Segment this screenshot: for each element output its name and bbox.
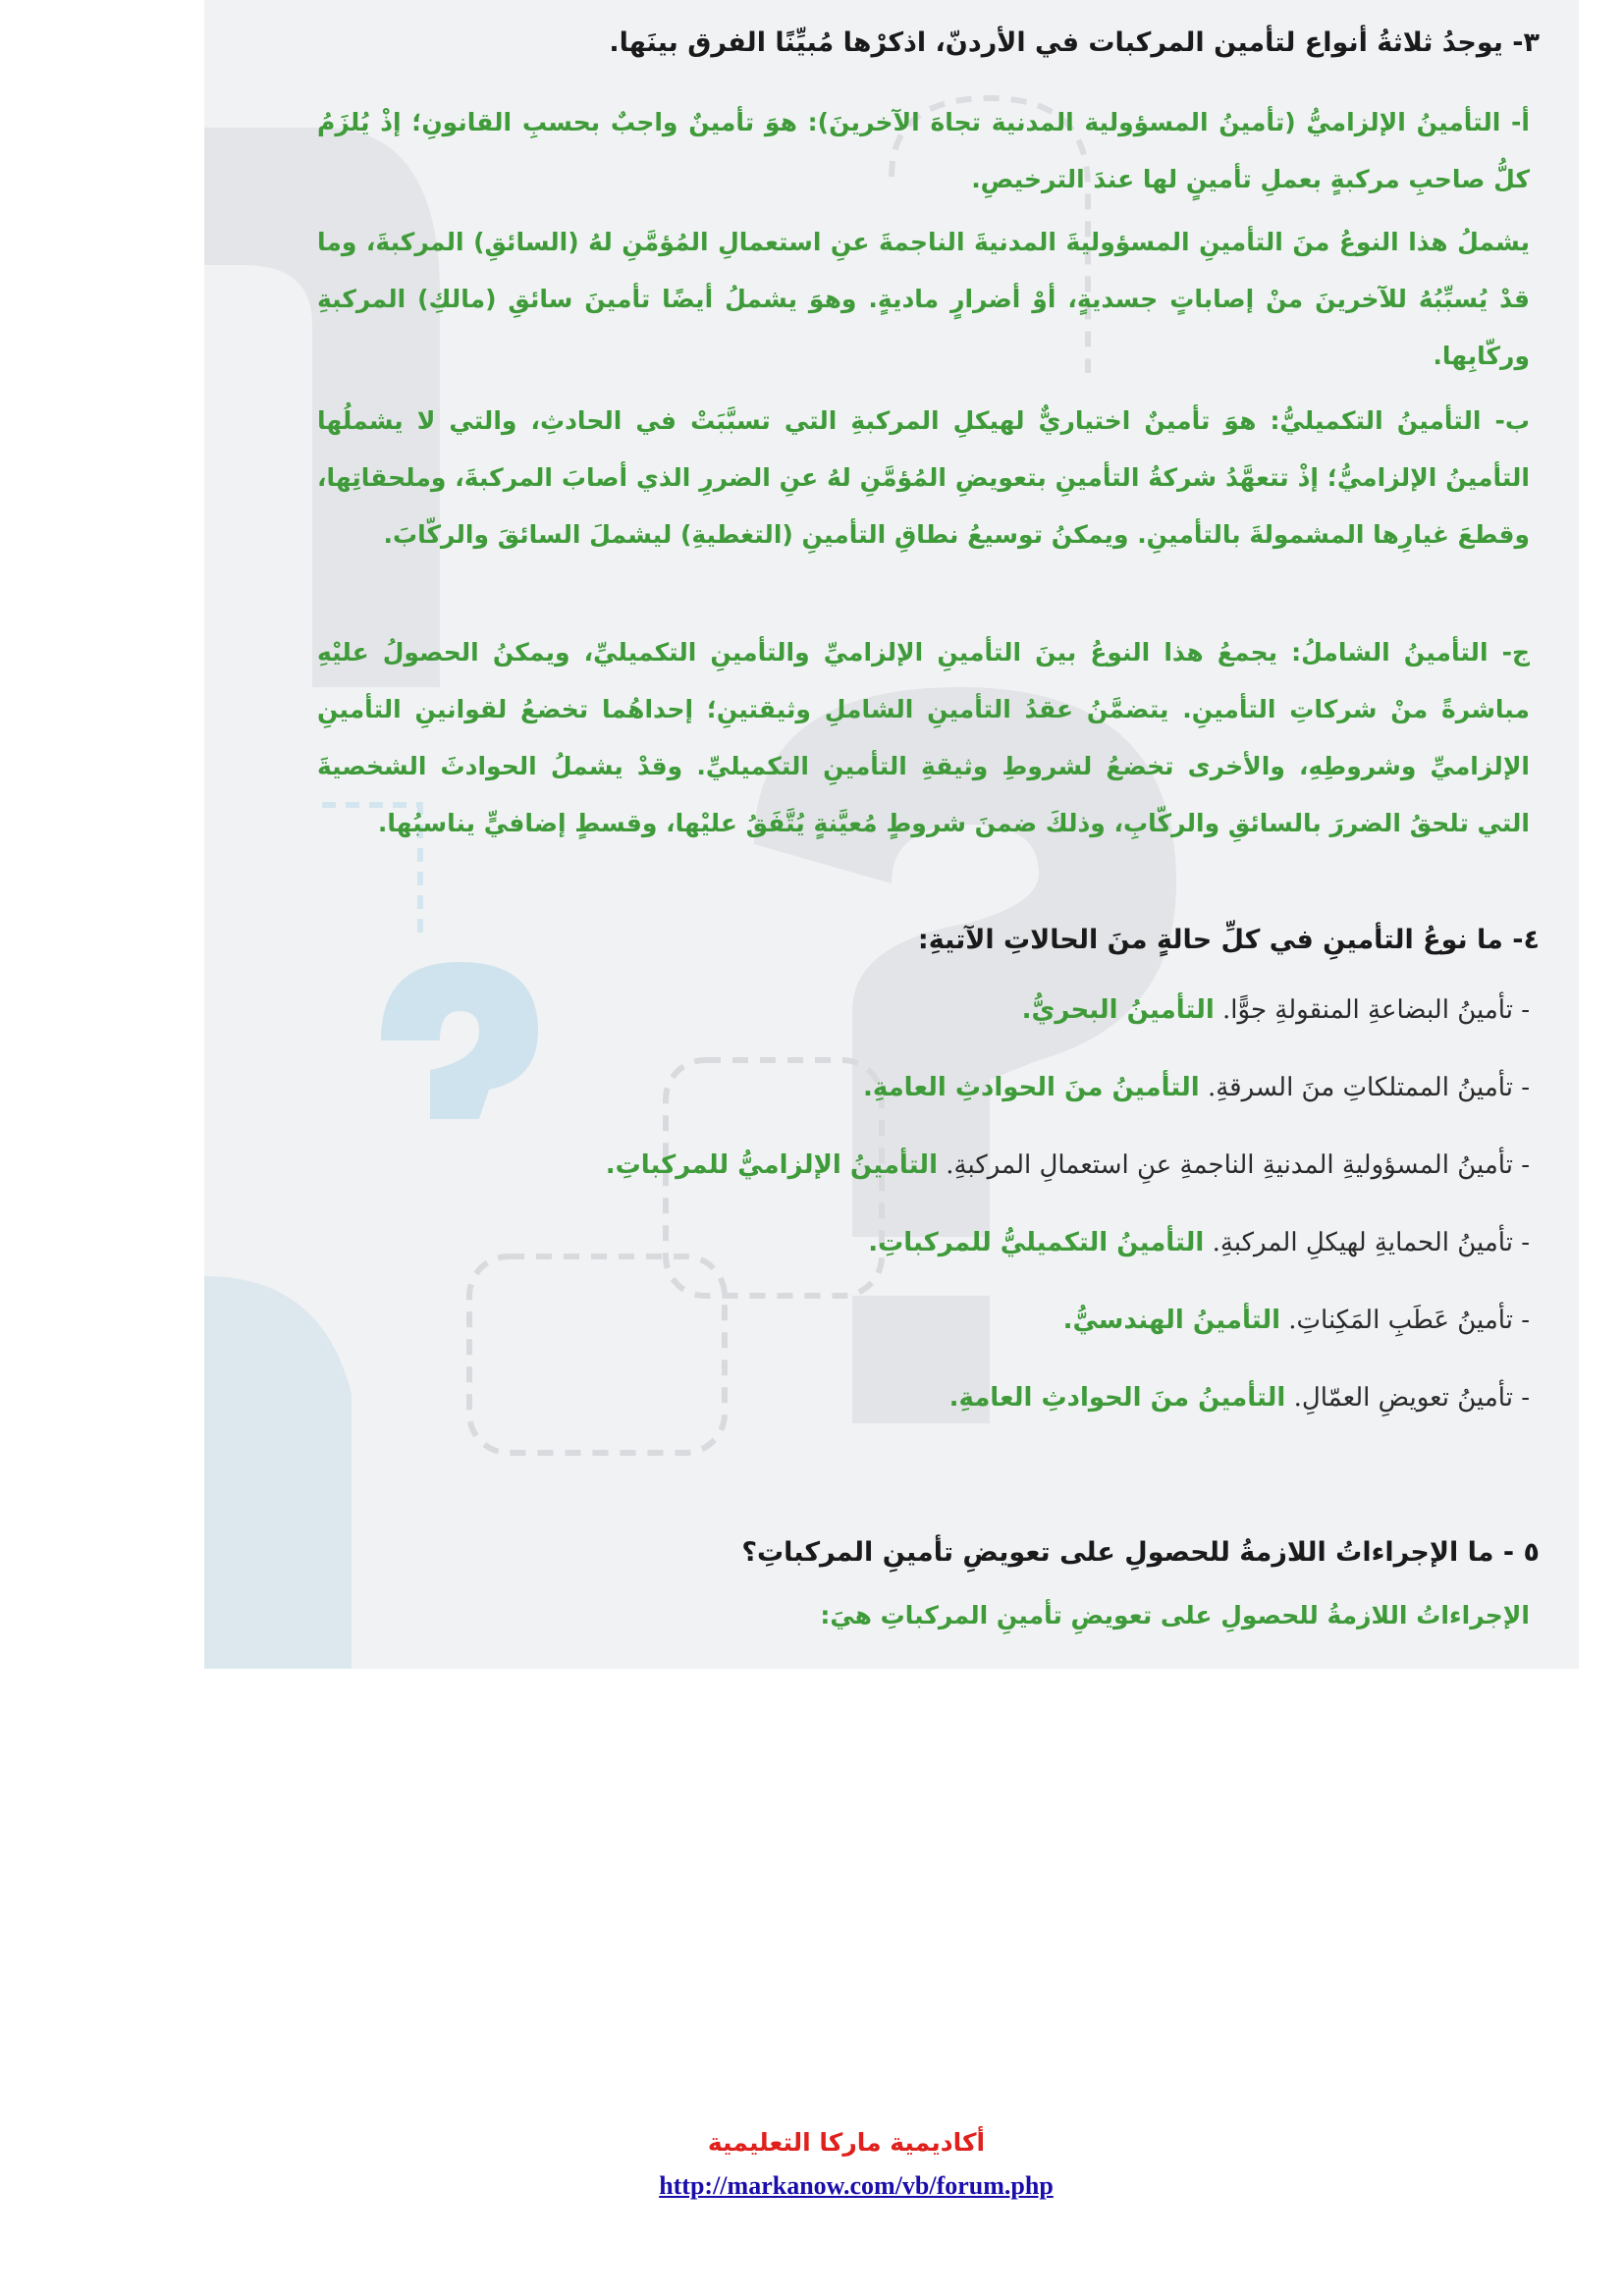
list-item-case: - تأمينُ الممتلكاتِ منَ السرقةِ. [1207,1073,1530,1102]
answer-3a-detail: يشملُ هذا النوعُ منَ التأمينِ المسؤوليةَ المدنيةَ الناجمةَ عنِ استعمالِ المُؤمَّنِ لهُ (السائقِ) المركبةَ، وما قدْ يُسبِّبُهُ للآخرينَ منْ إصاباتٍ جسديةٍ، أوْ أضرارٍ ماديةٍ. وهوَ يشملُ أيضًا تأمينَ سائقِ (مالكِ) المركبةِ وركّابِها. [317,228,1530,370]
list-item-answer: التأمينُ منَ الحوادثِ العامةِ. [862,1073,1200,1102]
document-content [204,0,1579,1669]
footer-forum-link[interactable]: http://markanow.com/vb/forum.php [659,2171,1054,2200]
list-item [548,1360,1530,1437]
answer-3a: أ- التأمينُ الإلزاميُّ (تأمينُ المسؤولية المدنية تجاهَ الآخرينَ): هوَ تأمينٌ واجبٌ بحسبِ القانونِ؛ إذْ يُلزَمُ كلُّ صاحبِ مركبةٍ بعملِ تأمينٍ لها عندَ الترخيصِ. [317,108,1530,193]
list-item-answer: التأمينُ البحريُّ. [1021,995,1215,1025]
list-item-case: - تأمينُ المسؤوليةِ المدنيةِ الناجمةِ عنِ استعمالِ المركبةِ. [946,1150,1530,1180]
list-item-case: - تأمينُ تعويضِ العمّالِ. [1293,1383,1530,1413]
list-item [548,1049,1530,1127]
list-item-case: - تأمينُ الحمايةِ لهيكلِ المركبةِ. [1212,1228,1530,1257]
question-3: ٣- يوجدُ ثلاثةُ أنواع لتأمين المركبات في الأردنّ، اذكرْها مُبيِّنًا الفرق بينَها. [609,27,1540,58]
list-item-case: - تأمينُ البضاعةِ المنقولةِ جوًّا. [1222,995,1530,1025]
list-item-answer: التأمينُ منَ الحوادثِ العامةِ. [948,1383,1286,1413]
list-item [548,1282,1530,1360]
list-item [548,1204,1530,1282]
list-item-case: - تأمينُ عَطَبِ المَكِناتِ. [1288,1306,1530,1335]
question-4: ٤- ما نوعُ التأمينِ في كلِّ حالةٍ منَ الحالاتِ الآتيةِ: [917,925,1540,955]
list-item-answer: التأمينُ الإلزاميُّ للمركباتِ. [605,1150,938,1180]
question-5: ٥ - ما الإجراءاتُ اللازمةُ للحصولِ على تعويضِ تأمينِ المركباتِ؟ [741,1537,1540,1568]
answer-3c: ج- التأمينُ الشاملُ: يجمعُ هذا النوعُ بينَ التأمينِ الإلزاميِّ والتأمينِ التكميليِّ، ويمكنُ الحصولُ عليْهِ مباشرةً منْ شركاتِ التأمينِ. يتضمَّنُ عقدُ التأمينِ الشاملِ وثيقتينِ؛ إحداهُما تخضعُ لقوانينِ التأمينِ الإلزاميِّ وشروطِهِ، والأخرى تخضعُ لشروطِ وثيقةِ التأمينِ التكميليِّ. وقدْ يشملُ الحوادثَ الشخصيةَ التي تلحقُ الضررَ بالسائقِ والركّابِ، وذلكَ ضمنَ شروطٍ مُعيَّنةٍ يُتَّفَقُ عليْها، وقسطٍ إضافيٍّ يناسبُها. [317,638,1530,837]
answer-5: الإجراءاتُ اللازمةُ للحصولِ على تعويضِ تأمينِ المركباتِ هيَ: [820,1601,1530,1629]
list-item [548,1127,1530,1204]
list-item-answer: التأمينُ التكميليُّ للمركباتِ. [868,1228,1205,1257]
question-4-list [548,972,1530,1437]
footer-academy-name: أكاديمية ماركا التعليمية [707,2128,986,2157]
page-panel [204,0,1579,1669]
list-item-answer: التأمينُ الهندسيُّ. [1062,1306,1281,1335]
answer-3b: ب- التأمينُ التكميليُّ: هوَ تأمينٌ اختياريٌّ لهيكلِ المركبةِ التي تسبَّبَتْ في الحادثِ، والتي لا يشملُها التأمينُ الإلزاميُّ؛ إذْ تتعهَّدُ شركةُ التأمينِ بتعويضِ المُؤمَّنِ لهُ عنِ الضررِ الذي أصابَ المركبةَ، وملحقاتِها، وقطعَ غيارِها المشمولةَ بالتأمينِ. ويمكنُ توسيعُ نطاقِ التأمينِ (التغطيةِ) ليشملَ السائقَ والركّابَ. [317,406,1530,549]
list-item [548,972,1530,1049]
